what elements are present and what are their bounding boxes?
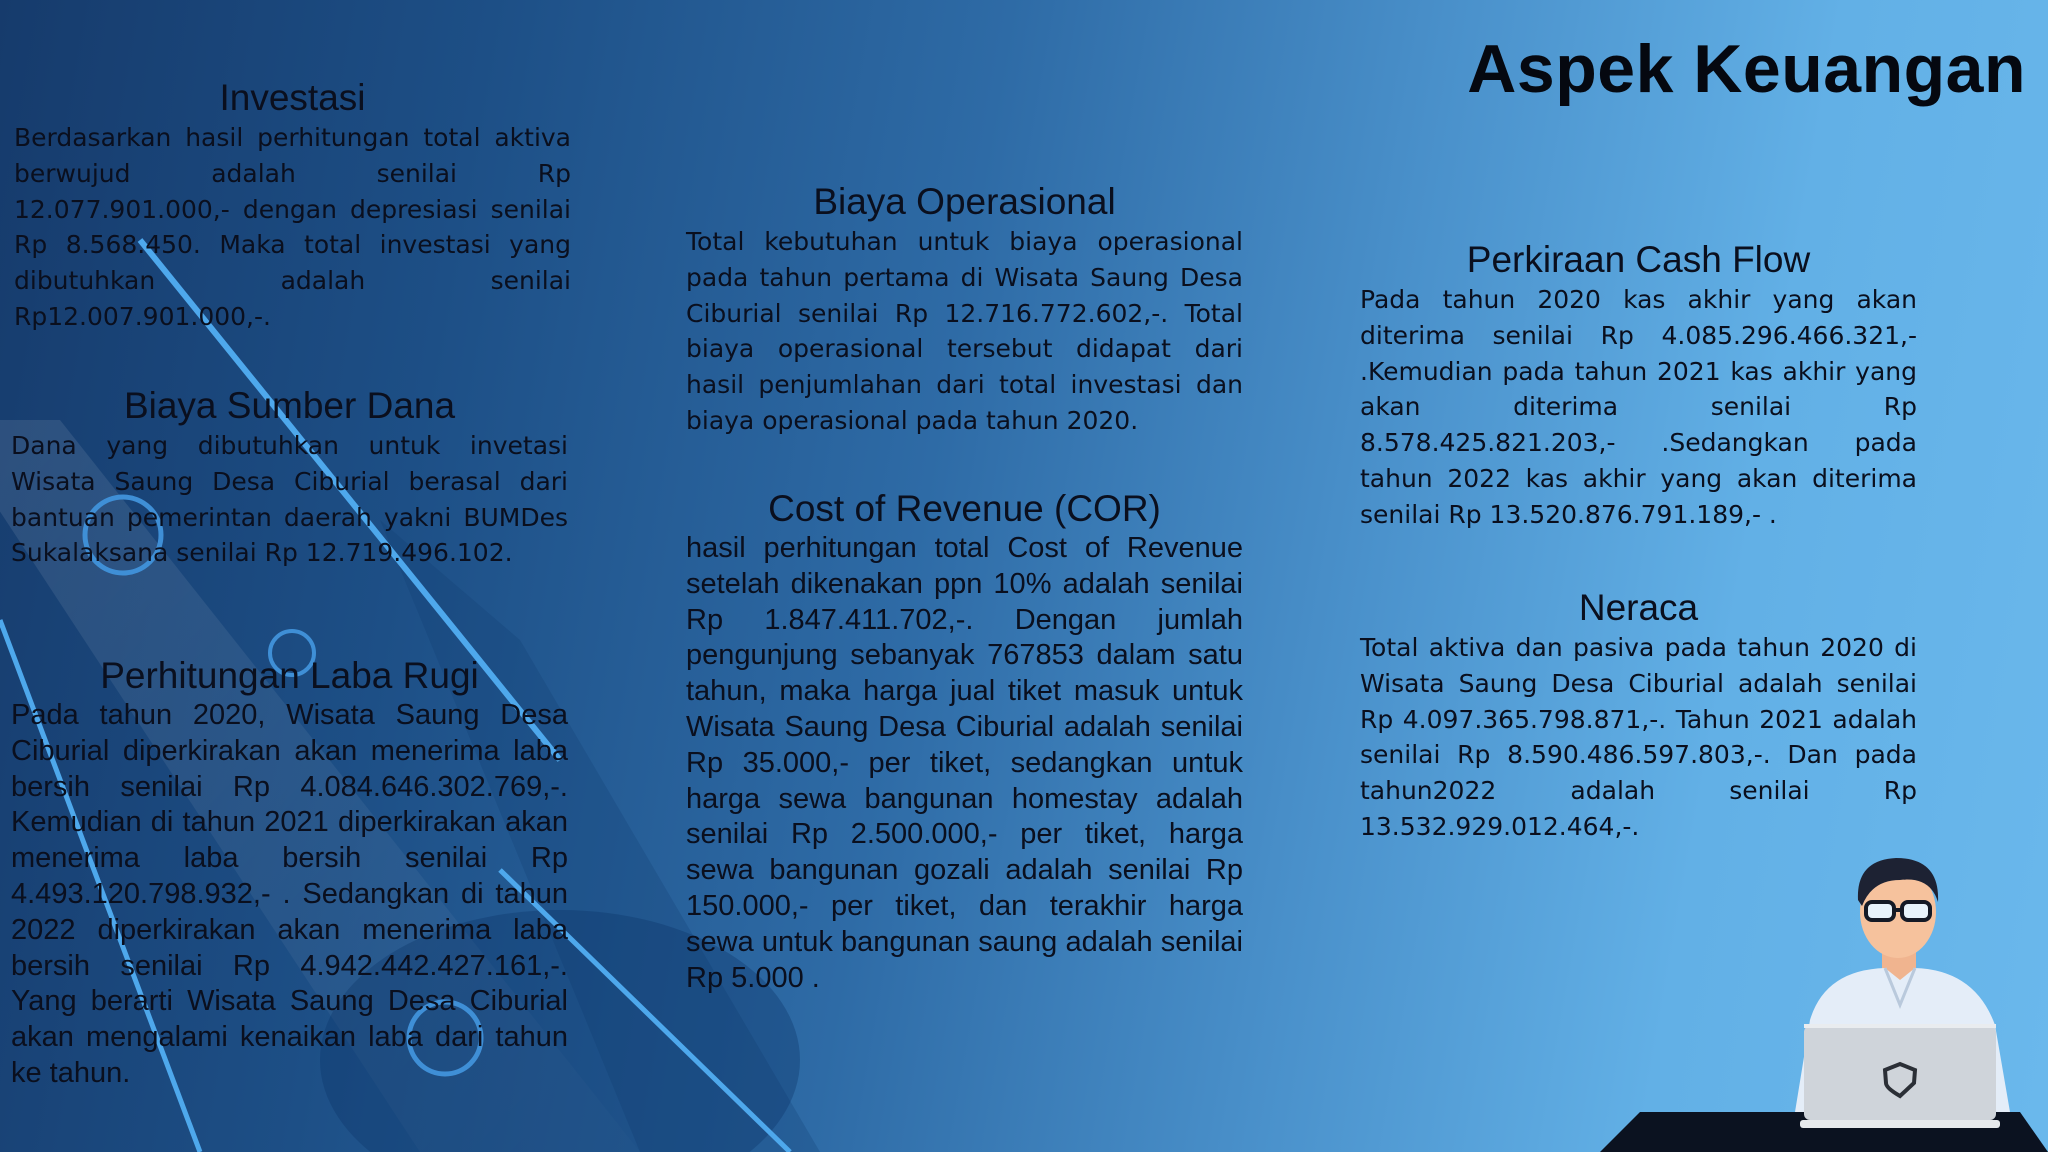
person-with-laptop-icon xyxy=(1600,840,2048,1152)
section-biaya-sumber-dana xyxy=(11,384,568,571)
section-body: Dana yang dibutuhkan untuk invetasi Wisata Saung Desa Ciburial berasal dari bantuan pemerintan daerah yakni BUMDes Sukalaksana senilai Rp 12.719.496.102. xyxy=(11,431,568,568)
laptop-base xyxy=(1800,1120,2000,1128)
section-heading: Biaya Operasional xyxy=(813,181,1116,222)
section-body: Berdasarkan hasil perhitungan total aktiva berwujud adalah senilai Rp 12.077.901.000,- dengan depresiasi senilai Rp 8.568.450. Maka total investasi yang dibutuhkan adalah senilai Rp12.007.901.000,-. xyxy=(14,123,571,331)
section-body: Total aktiva dan pasiva pada tahun 2020 di Wisata Saung Desa Ciburial adalah senilai Rp 4.097.365.798.871,-. Tahun 2021 adalah senilai Rp 8.590.486.597.803,-. Dan pada tahun2022 adalah senilai Rp 13.532.929.012.464,-. xyxy=(1360,633,1917,841)
section-heading: Perhitungan Laba Rugi xyxy=(100,655,479,696)
glasses-right xyxy=(1902,902,1930,920)
section-perkiraan-cash-flow xyxy=(1360,238,1917,533)
section-body: Pada tahun 2020, Wisata Saung Desa Ciburial diperkirakan akan menerima laba bersih senilai Rp 4.084.646.302.769,-. Kemudian di tahun 2021 diperkirakan akan menerima laba bersih senilai Rp 4.493.120.798.932,- . Sedangkan di tahun 2022 diperkirakan akan menerima laba bersih senilai Rp 4.942.442.427.161,-. Yang berarti Wisata Saung Desa Ciburial akan mengalami kenaikan laba dari tahun ke tahun. xyxy=(11,699,568,1089)
laptop-lid xyxy=(1804,1026,1996,1120)
section-heading: Investasi xyxy=(219,77,366,118)
section-body: hasil perhitungan total Cost of Revenue setelah dikenakan ppn 10% adalah senilai Rp 1.847.411.702,-. Dengan jumlah pengunjung sebanyak 767853 dalam satu tahun, maka harga jual tiket masuk untuk Wisata Saung Desa Ciburial adalah senilai Rp 35.000,- per tiket, sedangkan untuk harga sewa bangunan homestay adalah senilai Rp 2.500.000,- per tiket, harga sewa bangunan gozali adalah senilai Rp 150.000,- per tiket, dan terakhir harga sewa untuk bangunan saung adalah senilai Rp 5.000 . xyxy=(686,532,1243,994)
section-heading: Perkiraan Cash Flow xyxy=(1466,239,1811,280)
section-body: Total kebutuhan untuk biaya operasional pada tahun pertama di Wisata Saung Desa Ciburial senilai Rp 12.716.772.602,-. Total biaya operasional tersebut didapat dari hasil penjumlahan dari total investasi dan biaya operasional pada tahun 2020. xyxy=(686,227,1243,435)
section-heading: Neraca xyxy=(1578,587,1699,628)
slide-title: Aspek Keuangan xyxy=(1467,31,2026,107)
section-body: Pada tahun 2020 kas akhir yang akan diterima senilai Rp 4.085.296.466.321,- .Kemudian pada tahun 2021 kas akhir yang akan diterima senilai Rp 8.578.425.821.203,- .Sedangkan pada tahun 2022 kas akhir yang akan diterima senilai Rp 13.520.876.791.189,- . xyxy=(1360,285,1917,529)
section-perhitungan-laba-rugi xyxy=(11,654,568,1092)
glasses-left xyxy=(1866,902,1894,920)
section-neraca xyxy=(1360,586,1917,845)
section-investasi xyxy=(14,76,571,335)
section-heading: Biaya Sumber Dana xyxy=(123,385,456,426)
section-cost-of-revenue xyxy=(686,487,1243,996)
section-biaya-operasional xyxy=(686,180,1243,439)
section-heading: Cost of Revenue (COR) xyxy=(768,488,1161,529)
